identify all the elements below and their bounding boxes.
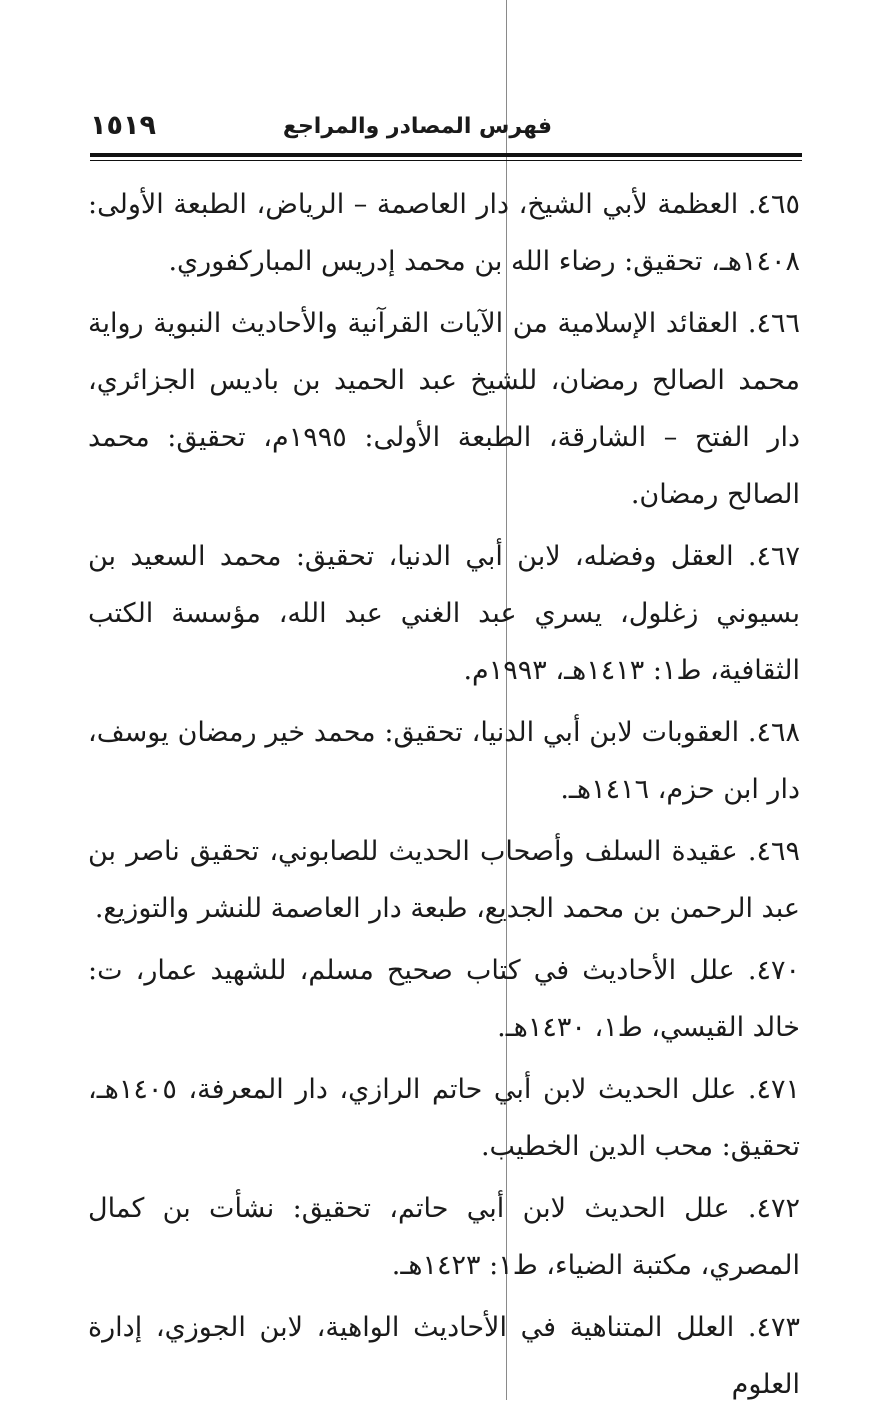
reference-entry-469: ٤٦٩. عقيدة السلف وأصحاب الحديث للصابوني، تحقيق ناصر بن عبد الرحمن بن محمد الجديع، طبعة دار العاصمة للنشر والتوزيع. bbox=[88, 836, 800, 924]
page-number: ١٥١٩ bbox=[90, 110, 156, 141]
reference-entry-465: ٤٦٥. العظمة لأبي الشيخ، دار العاصمة – الرياض، الطبعة الأولى: ١٤٠٨هـ، تحقيق: رضاء الله بن محمد إدريس المباركفوري. bbox=[88, 189, 800, 277]
reference-entry-470: ٤٧٠. علل الأحاديث في كتاب صحيح مسلم، للشهيد عمار، ت: خالد القيسي، ط١، ١٤٣٠هـ. bbox=[88, 955, 800, 1043]
reference-entry-471: ٤٧١. علل الحديث لابن أبي حاتم الرازي، دار المعرفة، ١٤٠٥هـ، تحقيق: محب الدين الخطيب. bbox=[88, 1074, 800, 1162]
header-rule-thick bbox=[90, 153, 802, 157]
references-list bbox=[88, 176, 800, 1418]
running-header bbox=[90, 108, 802, 148]
header-title: فهرس المصادر والمراجع bbox=[282, 114, 552, 139]
reference-entry-467: ٤٦٧. العقل وفضله، لابن أبي الدنيا، تحقيق: محمد السعيد بن بسيوني زغلول، يسري عبد الغني عبد الله، مؤسسة الكتب الثقافية، ط١: ١٤١٣هـ، ١٩٩٣م. bbox=[88, 541, 800, 686]
reference-entry-466: ٤٦٦. العقائد الإسلامية من الآيات القرآنية والأحاديث النبوية رواية محمد الصالح رمضان، للشيخ عبد الحميد بن باديس الجزائري، دار الفتح – الشارقة، الطبعة الأولى: ١٩٩٥م، تحقيق: محمد الصالح رمضان. bbox=[88, 308, 800, 510]
header-rule-thin bbox=[90, 160, 802, 161]
reference-entry-468: ٤٦٨. العقوبات لابن أبي الدنيا، تحقيق: محمد خير رمضان يوسف، دار ابن حزم، ١٤١٦هـ. bbox=[88, 717, 800, 805]
reference-entry-472: ٤٧٢. علل الحديث لابن أبي حاتم، تحقيق: نشأت بن كمال المصري، مكتبة الضياء، ط١: ١٤٢٣هـ. bbox=[88, 1193, 800, 1281]
reference-entry-473: ٤٧٣. العلل المتناهية في الأحاديث الواهية، لابن الجوزي، إدارة العلوم bbox=[88, 1312, 800, 1400]
